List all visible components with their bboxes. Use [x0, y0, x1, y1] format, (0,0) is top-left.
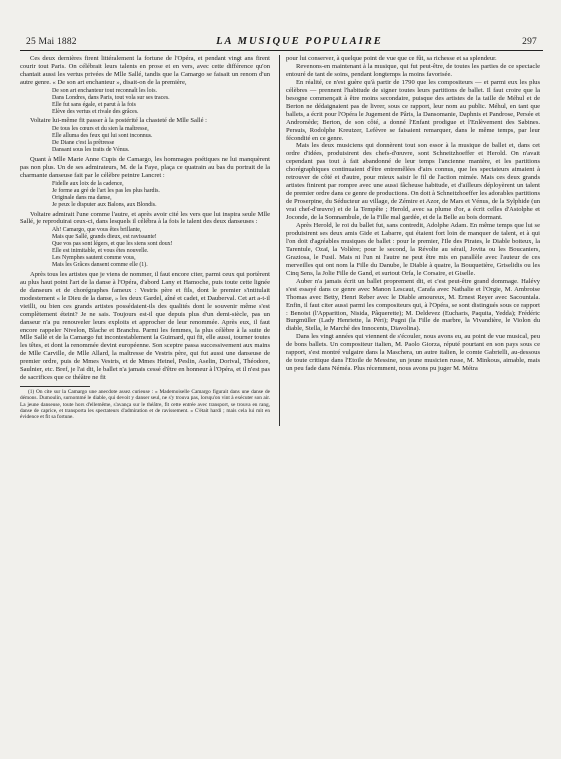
- verse-line: Elève des vertus et rivale des grâces.: [52, 108, 139, 115]
- paragraph: pour lui conserver, à quelque point de vue que ce fût, sa richesse et sa splendeur.: [286, 55, 497, 62]
- paragraph: En réalité, ce n'est guère qu'à partir de 1790 que les compositeurs — et parmi eux les plus célèbres — prennent l'habitude de signer toutes leurs partitions de ballet. Il faut croire que la besogne commençait à être moins secondaire, puisque des artistes de la taille de Méhul et de Berton ne dédaignaient pas de livrer, sous ce rapport, leur nom au public. Méhul, en tant que ballets, a écrit pour l'Opéra le Jugement de Pâris, la Dansomanie, Daphnis et Pandrose, Persée et Andromède; Berton, de son côté, a donné l'Enfant prodigue et l'Enlèvement des Sabines. Persuis, Rodolphe Kreutzer, Lefèvre se faisaient remarquer, dans le même temps, par leur fécondité en ce genre.: [286, 78, 540, 142]
- header-date: 25 Mai 1882: [26, 37, 77, 47]
- footnote: (1) On cite sur la Camargo une anecdote assez curieuse : « Mademoiselle Camargo figurait dans une danse de démons. Dumoulin, surnommé le diable, qui devoit y danser seul, ne s'y trouva pas, lorsqu'on vint à exécuter son air. La jeune danseuse, toute hors d'ellemême, s'avança sur le théâtre, fit cette entrée avec transport, se trouva en rang, danse de caprice, et transporta les spectateurs d'admiration et de ravissement. » C'était hardi ; mais cela lui mit en évidence et fit sa fortune.: [20, 389, 270, 420]
- footnote-rule: [20, 386, 90, 387]
- right-column: [278, 55, 540, 420]
- verse-block: [52, 88, 270, 116]
- header-title: LA MUSIQUE POPULAIRE: [216, 36, 383, 47]
- paragraph: Mais les deux musiciens qui donnèrent tout son essor à la musique de ballet et, dans cet ordre d'idées, produisirent des chefs-d'œuvre, sont Schneitzhoeffer et Herold. On n'avait cependant pas tout à fait abandonné de leur temps l'ancienne manière, et les partitions chorégraphiques continuaient d'être entremêlées d'airs connus, que les spectateurs aimaient à retrouver de côté et d'autre, pour mieux saisir le fil de l'action mimée. Mais ces deux grands artistes finirent par rompre avec une aussi fâcheuse habitude, et d'ailleurs déployèrent un talent de premier ordre dans ce genre de productions. On doit à Schneitzhoeffer les adorables partitions de Proserpine, du Séducteur au village, de Zémire et Azor, de Mars et Vénus, de la Sylphide (un vrai chef-d'œuvre) et de la Tempête ; Herold, avec sa plume d'or, a écrit celles d'Astolphe et Joconde, de la Somnambule, de la Fille mal gardée, et de la Belle au bois dormant.: [286, 142, 540, 222]
- paragraph: Auber n'a jamais écrit un ballet proprement dit, et c'est peut-être grand dommage. Halévy s'est essayé dans ce genre avec Manon Lescaut, Carafa avec Nathalie et l'Orgie, M. Ambroise Thomas avec Betty, Henri Reber avec le Diable amoureux, M. Ernest Reyer avec Sacountala. Enfin, il faut citer aussi parmi les compositeurs qui, à l'Opéra, se sont distingués sous ce rapport : Benoist (l'Apparition, Nisida, Pâquerette); M. Deldevez (Eucharis, Paquita, Yedda); Frédéric Burgmüller (Lady Henriette, la Péri); Pugni (la Fille de marbre, la Vivandière, le Violon du diable, Stella, le Marché des Innocents, Diavolina).: [286, 277, 540, 333]
- page-number: 297: [522, 37, 537, 47]
- verse-line: De Diane c'est la prêtresse: [52, 140, 115, 147]
- verse-line: Dans Londres, dans Paris, tout vola sur ses traces.: [52, 94, 170, 101]
- verse-line: Originale dans ma danse,: [52, 194, 112, 201]
- paragraph: Après Herold, le roi du ballet fut, sans contredit, Adolphe Adam. En même temps que lui se produisirent ses deux amis Gide et Labarre, qui étaient fort loin de manquer de talent, et à qui l'on doit d'agréables musiques de ballet : pour le premier, l'Ile des Pirates, le Diable boiteux, la Tarentule, Ozaï, la Volière; pour le second, la Révolte au sérail, Jovita ou les Boucaniers, Graziosa, le Fusil. Mais ni l'un ni l'autre ne peut être mis en parallèle avec l'auteur de ces merveilles qui ont nom la Fille du Danube, le Diable à quatre, la Bouquetière, Griselidis ou les Cinq Sens, la Jolie Fille de Gand, et surtout Orfa, le Corsaire, et Giselle.: [286, 222, 540, 277]
- verse-block: [52, 181, 270, 209]
- text-columns: [20, 55, 543, 420]
- paragraph: Après tous les artistes que je viens de nommer, il faut encore citer, parmi ceux qui portèrent au plus haut point l'art de la danse à l'Opéra, d'abord Lany et Hamoche, puis toute cette lignée de danseurs et de chorégraphes fameux : Vestris père et fils, dont le premier s'intitulait modestement « le Dieu de la danse, » les deux Gardel, aîné et cadet, et Dauberval. Cet art a-t-il vieilli, ou bien ces grands artistes possédaient-ils des qualités dont le souvenir même s'est complètement éteint? Je ne sais. Toujours est-il que depuis plus d'un demi-siècle, pas un danseur n'a pu renouveler leurs exploits et approcher de leur renommée. Après eux, il faut encore rappeler Nivelon, Blache et Branchu. Parmi les femmes, la plus célèbre à la suite de Mlle Sallé et de la Camargo fut incontestablement la Guimard, qui fit, elle aussi, tourner toutes les têtes, et dont la renommée devint européenne. Son sceptre passa successivement aux mains de Mlle Carville, de Mlle Allard, la maîtresse de Vestris père, qui fut aussi une danseuse de premier ordre, puis de Mmes Vestris, et de Mmes Heinel, Peslin, Aselin, Dorival, Théodore, Saulnier, etc. Bref, je l'ai dit, le ballet n'a jamais cessé d'être en honneur à l'Opéra, et il n'est pas de sacrifices que ce théâtre ne fit: [20, 270, 270, 382]
- verse-line: Dansant sous les traits de Vénus.: [52, 147, 130, 154]
- column-divider: [279, 55, 280, 426]
- paragraph: Revenons-en maintenant à la musique, qui fut peut-être, de toutes les parties de ce spectacle entouré de tant de soins, pendant longtemps la moins favorisée.: [286, 62, 540, 78]
- verse-line: Ah! Camargo, que vous êtes brillante,: [52, 227, 142, 234]
- verse-line: De son art enchanteur tout reconnaît les lois.: [52, 87, 158, 94]
- verse-line: Je peux le disputer aux Balons, aux Blondis.: [52, 201, 157, 208]
- left-column: [20, 55, 278, 420]
- verse-line: Mais les Grâces dansent comme elle (1).: [52, 261, 148, 268]
- verse-line: De tous les cœurs et du sien la maîtresse,: [52, 126, 149, 133]
- verse-line: Elle est inimitable, et vous êtes nouvelle.: [52, 248, 149, 255]
- verse-line: Les Nymphes sautent comme vous,: [52, 255, 136, 262]
- paragraph: Ces deux dernières firent littéralement la fortune de l'Opéra, et pendant vingt ans firent courir tout Paris. On célébrait leurs talents en prose et en vers, avec cette différence qu'on chantait aussi les vertus privées de Mlle Sallé, tandis que la Camargo se faisait un renom d'un autre genre. « De son art enchanteur », disait-on de la première,: [20, 55, 270, 86]
- paragraph: Voltaire lui-même fit passer à la postérité la chasteté de Mlle Sallé :: [30, 117, 207, 125]
- verse-line: Elle fut sans égale, et parut à la fois: [52, 101, 136, 108]
- paragraph: Quant à Mlle Marie Anne Cupis de Camargo, les hommages poétiques ne lui manquèrent pas non plus. Un de ses admirateurs, M. de la Faye, plaça ce quatrain au bas du portrait de la charmante danseuse fait par le célèbre peintre Lancret :: [20, 156, 270, 179]
- verse-block: [52, 227, 270, 268]
- paragraph: Dans les vingt années qui viennent de s'écouler, nous avons eu, au point de vue musical, peu de bons ballets. Un compositeur italien, M. Paolo Giorza, réputé pourtant en son pays sous ce rapport, s'est montré vulgaire dans la Maschera, un autre italien, le comte Gabrielli, au-dessous de toute critique dans l'Etoile de Messine, un jeune musicien russe, M. Minkous, aimable, mais un peu fade dans Néméa. Plus récemment, nous avons pu juger M. Métra: [286, 333, 540, 373]
- paragraph: Voltaire admirait l'une comme l'autre, et après avoir cité les vers que lui inspira seule Mlle Sallé, je reproduirai ceux-ci, dans lesquels il célébra à la fois le talent des deux danseuses :: [20, 210, 270, 226]
- page-header: [20, 36, 543, 51]
- verse-line: Mais que Sallé, grands dieux, est ravissante!: [52, 234, 157, 241]
- verse-line: Je forme au gré de l'art les pas les plus hardis.: [52, 187, 160, 194]
- verse-line: Fidelle aux loix de la cadence,: [52, 180, 124, 187]
- verse-line: Elle alluma des feux qui lui sont inconnus.: [52, 133, 153, 140]
- verse-block: [52, 126, 270, 154]
- verse-line: Que vos pas sont légers, et que les siens sont doux!: [52, 241, 173, 248]
